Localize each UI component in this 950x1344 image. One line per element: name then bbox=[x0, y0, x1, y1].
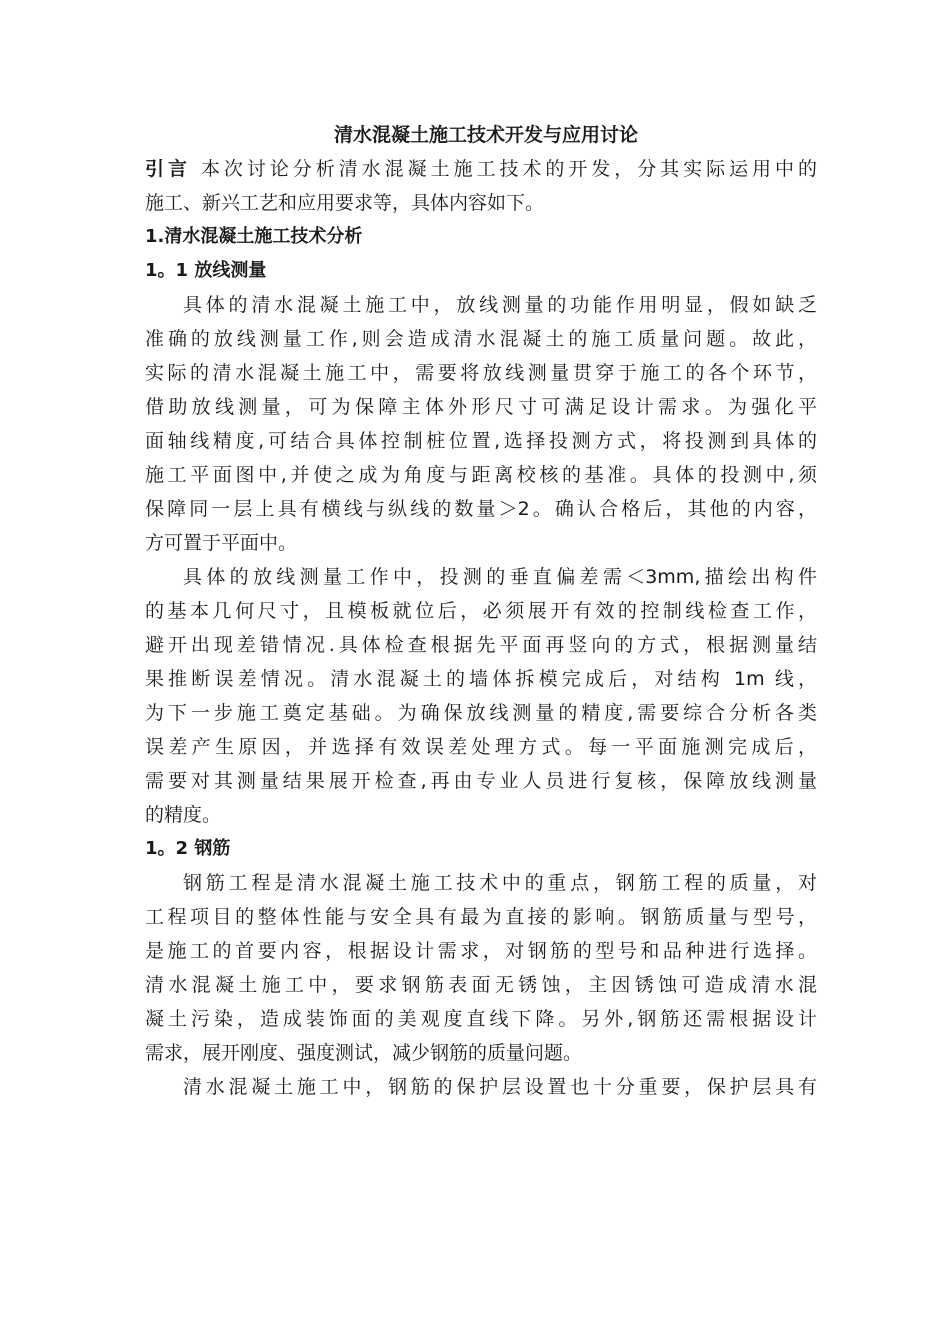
paragraph-1-line: 准确的放线测量工作,则会造成清水混凝土的施工质量问题。故此， bbox=[145, 328, 817, 350]
paragraph-1 bbox=[145, 288, 817, 560]
paragraph-4-line: 清水混凝土施工中，钢筋的保护层设置也十分重要，保护层具有 bbox=[183, 1076, 817, 1098]
paragraph-1-line: 实际的清水混凝土施工中，需要将放线测量贯穿于施工的各个环节， bbox=[145, 362, 817, 384]
subsection-heading-1-2: 1。2 钢筋 bbox=[145, 838, 231, 859]
paragraph-2-line: 避开出现差错情况.具体检查根据先平面再竖向的方式，根据测量结 bbox=[145, 634, 817, 656]
intro-label: 引言 bbox=[145, 158, 191, 180]
paragraph-3-line: 是施工的首要内容，根据设计需求，对钢筋的型号和品种进行选择。 bbox=[145, 940, 817, 962]
intro-text-1: 本次讨论分析清水混凝土施工技术的开发，分其实际运用中的 bbox=[200, 158, 817, 180]
paragraph-2-line: 为下一步施工奠定基础。为确保放线测量的精度,需要综合分析各类 bbox=[145, 702, 817, 724]
intro-line-1 bbox=[145, 152, 817, 186]
paragraph-3-line: 凝土污染，造成装饰面的美观度直线下降。另外,钢筋还需根据设计 bbox=[145, 1008, 817, 1030]
paragraph-1-line: 保障同一层上具有横线与纵线的数量＞2。确认合格后，其他的内容， bbox=[145, 498, 817, 520]
document-body bbox=[145, 120, 817, 1104]
paragraph-2-line: 果推断误差情况。清水混凝土的墙体拆模完成后，对结构 1m 线， bbox=[145, 668, 817, 690]
paragraph-1-line: 借助放线测量，可为保障主体外形尺寸可满足设计需求。为强化平 bbox=[145, 396, 817, 418]
paragraph-1-line: 具体的清水混凝土施工中，放线测量的功能作用明显，假如缺乏 bbox=[183, 294, 817, 316]
paragraph-3-line: 工程项目的整体性能与安全具有最为直接的影响。钢筋质量与型号， bbox=[145, 906, 817, 928]
paragraph-3-line: 钢筋工程是清水混凝土施工技术中的重点，钢筋工程的质量，对 bbox=[183, 872, 817, 894]
paragraph-1-line: 施工平面图中,并使之成为角度与距离校核的基准。具体的投测中,须 bbox=[145, 464, 817, 486]
document-title: 清水混凝土施工技术开发与应用讨论 bbox=[333, 124, 638, 146]
section-heading-1: 1.清水混凝土施工技术分析 bbox=[145, 226, 363, 247]
paragraph-3-line: 需求，展开刚度、强度测试，减少钢筋的质量问题。 bbox=[145, 1042, 583, 1064]
paragraph-2-line: 的精度。 bbox=[145, 804, 222, 826]
paragraph-2-line: 误差产生原因，并选择有效误差处理方式。每一平面施测完成后， bbox=[145, 736, 817, 758]
intro-line-2: 施工、新兴工艺和应用要求等，具体内容如下。 bbox=[145, 192, 545, 214]
paragraph-4 bbox=[145, 1070, 817, 1104]
paragraph-1-line: 面轴线精度,可结合具体控制桩位置,选择投测方式，将投测到具体的 bbox=[145, 430, 817, 452]
paragraph-2-line: 需要对其测量结果展开检查,再由专业人员进行复核，保障放线测量 bbox=[145, 770, 817, 792]
paragraph-2 bbox=[145, 560, 817, 832]
paragraph-2-line: 的基本几何尺寸，且模板就位后，必须展开有效的控制线检查工作， bbox=[145, 600, 817, 622]
paragraph-1-line: 方可置于平面中。 bbox=[145, 532, 298, 554]
paragraph-3 bbox=[145, 866, 817, 1070]
paragraph-2-line: 具体的放线测量工作中，投测的垂直偏差需＜3mm,描绘出构件 bbox=[183, 566, 817, 588]
subsection-heading-1-1: 1。1 放线测量 bbox=[145, 260, 267, 281]
paragraph-3-line: 清水混凝土施工中，要求钢筋表面无锈蚀，主因锈蚀可造成清水混 bbox=[145, 974, 817, 996]
intro-paragraph bbox=[145, 152, 817, 220]
